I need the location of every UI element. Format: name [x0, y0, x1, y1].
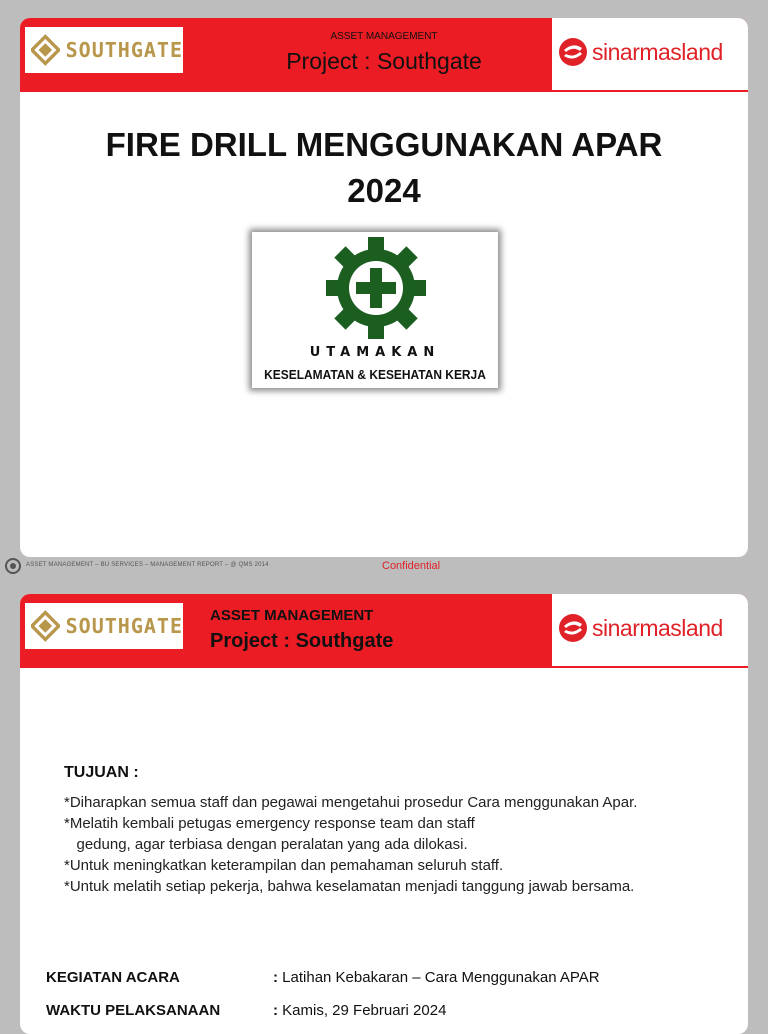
slide-title: FIRE DRILL MENGGUNAKAN APAR	[105, 126, 663, 163]
slide-footer	[0, 557, 768, 577]
slide-objectives	[20, 594, 748, 1034]
tujuan-item: *Untuk melatih setiap pekerja, bahwa keselamatan menjadi tanggung jawab bersama.	[64, 878, 635, 895]
tujuan-list	[64, 792, 744, 897]
tujuan-item: gedung, agar terbiasa dengan peralatan yang ada dilokasi.	[64, 836, 468, 853]
header-department: ASSET MANAGEMENT	[330, 31, 438, 42]
sinarmas-emblem-icon	[558, 37, 588, 67]
footer-report-text: ASSET MANAGEMENT – BU SERVICES – MANAGEMENT REPORT – @ QMS 2014	[26, 562, 269, 568]
k3-utamakan: UTAMAKAN	[309, 345, 441, 360]
slide-title-year: 2024	[347, 172, 421, 209]
sinarmas-emblem-icon	[558, 613, 588, 643]
header-project: Project : Southgate	[210, 630, 394, 652]
info-separator: :	[273, 1002, 278, 1019]
southgate-logo	[25, 603, 183, 649]
sinarmas-wordmark: sinarmasland	[592, 38, 723, 65]
header-divider	[20, 90, 748, 92]
footer-confidential: Confidential	[382, 560, 441, 572]
info-separator: :	[273, 969, 278, 986]
k3-safety-logo	[252, 232, 498, 388]
info-value-text: Latihan Kebakaran – Cara Menggunakan APAR	[278, 969, 600, 986]
sinarmas-wordmark: sinarmasland	[592, 614, 723, 641]
header-department: ASSET MANAGEMENT	[210, 607, 374, 624]
tujuan-item: *Untuk meningkatkan keterampilan dan pemahaman seluruh staff.	[64, 857, 504, 874]
sinarmasland-logo	[558, 36, 723, 68]
tujuan-heading: TUJUAN :	[64, 764, 139, 781]
k3-tagline: KESELAMATAN & KESEHATAN KERJA	[264, 367, 486, 382]
info-value-text: Kamis, 29 Februari 2024	[278, 1002, 447, 1019]
sinarmasland-logo	[558, 612, 723, 644]
tujuan-item: *Melatih kembali petugas emergency response team dan staff	[64, 815, 475, 832]
info-label: KEGIATAN ACARA	[46, 969, 180, 986]
slide-cover	[20, 18, 748, 557]
southgate-emblem-icon	[31, 609, 60, 643]
southgate-wordmark: SOUTHGATE	[65, 38, 183, 62]
southgate-wordmark: SOUTHGATE	[65, 614, 183, 638]
qms-icon	[4, 557, 22, 575]
info-value	[273, 1002, 446, 1019]
header-divider	[20, 666, 748, 668]
tujuan-item: *Diharapkan semua staff dan pegawai mengetahui prosedur Cara menggunakan Apar.	[64, 794, 638, 811]
k3-gear-cross-icon	[326, 236, 426, 340]
header-project: Project : Southgate	[286, 48, 482, 74]
info-label: WAKTU PELAKSANAAN	[46, 1002, 221, 1019]
info-value	[273, 969, 600, 986]
